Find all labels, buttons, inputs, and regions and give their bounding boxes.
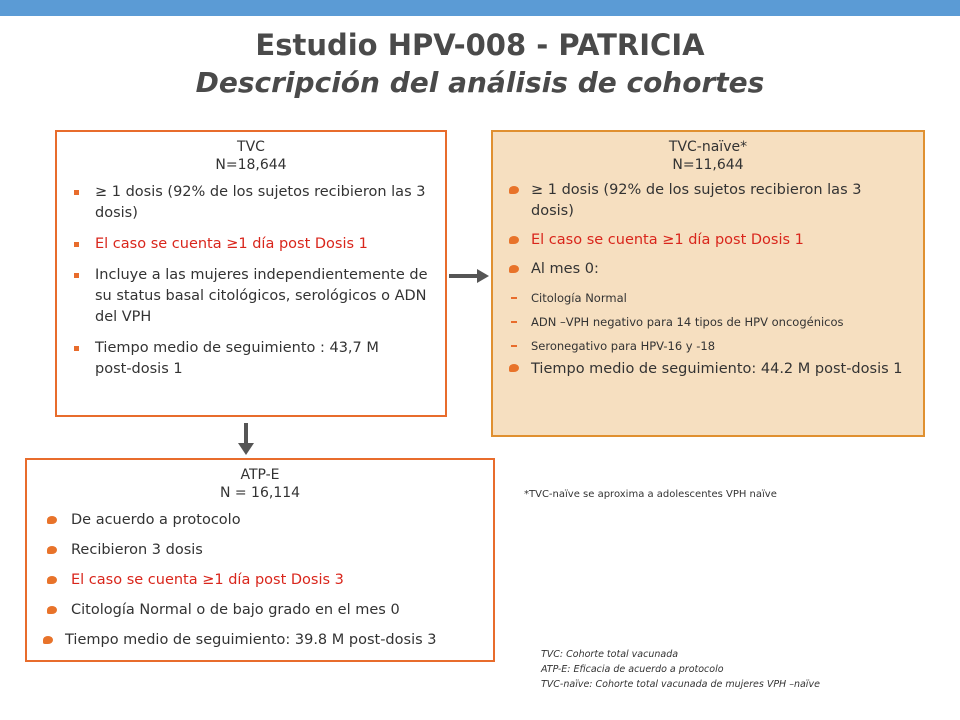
tvc-item-doses: ≥ 1 dosis (92% de los sujetos recibieron las 3 dosis) — [95, 182, 430, 224]
naive-subitem-cytology: Citología Normal — [531, 286, 911, 310]
naive-name: TVC-naïve* — [668, 139, 748, 155]
tvc-n: N=18,644 — [215, 157, 287, 173]
square-bullet-icon — [74, 346, 79, 351]
dash-bullet-icon — [511, 345, 517, 347]
naive-item-followup: Tiempo medio de seguimiento: 44.2 M post-dosis 1 — [531, 358, 921, 380]
atp-item-protocol: De acuerdo a protocolo — [71, 510, 481, 531]
arrow-right-icon — [447, 268, 491, 284]
square-bullet-icon — [74, 242, 79, 247]
tvc-item-case-count: El caso se cuenta ≥1 día post Dosis 1 — [95, 234, 430, 255]
tvc-item-followup: Tiempo medio de seguimiento : 43,7 M post-dosis 1 — [95, 338, 415, 380]
tvc-cohort-box — [55, 130, 447, 417]
atp-item-cytology: Citología Normal o de bajo grado en el mes 0 — [71, 600, 481, 621]
top-accent-bar — [0, 0, 960, 16]
orange-bullet-icon — [509, 265, 519, 273]
naive-n: N=11,644 — [672, 157, 744, 173]
naive-item-month0: Al mes 0: — [531, 259, 901, 280]
orange-bullet-icon — [47, 546, 57, 554]
page-title: Estudio HPV-008 - PATRICIA — [255, 28, 705, 62]
square-bullet-icon — [74, 273, 79, 278]
atp-n: N = 16,114 — [219, 485, 301, 501]
naive-subitem-dna: ADN –VPH negativo para 14 tipos de HPV oncogénicos — [531, 310, 916, 334]
naive-item-case-count: El caso se cuenta ≥1 día post Dosis 1 — [531, 230, 901, 251]
page-subtitle: Descripción del análisis de cohortes — [195, 66, 765, 99]
naive-subitem-serology: Seronegativo para HPV-16 y -18 — [531, 334, 911, 358]
legend-atp-e: ATP-E: Eficacia de acuerdo a protocolo — [541, 664, 724, 675]
naive-item-doses: ≥ 1 dosis (92% de los sujetos recibieron las 3 dosis) — [531, 180, 901, 222]
orange-bullet-icon — [509, 364, 519, 372]
naive-footnote: *TVC-naïve se aproxima a adolescentes VPH naïve — [524, 489, 777, 500]
orange-bullet-icon — [509, 186, 519, 194]
dash-bullet-icon — [511, 321, 517, 323]
legend-tvc-naive: TVC-naïve: Cohorte total vacunada de mujeres VPH –naïve — [541, 679, 820, 690]
atp-item-followup: Tiempo medio de seguimiento: 39.8 M post-dosis 3 — [65, 630, 490, 651]
square-bullet-icon — [74, 190, 79, 195]
orange-bullet-icon — [47, 606, 57, 614]
tvc-name: TVC — [237, 139, 265, 155]
orange-bullet-icon — [509, 236, 519, 244]
orange-bullet-icon — [47, 516, 57, 524]
tvc-item-includes: Incluye a las mujeres independientemente de su status basal citológicos, serológicos o ADN del VPH — [95, 265, 435, 328]
atp-item-doses: Recibieron 3 dosis — [71, 540, 481, 561]
atp-item-case-count: El caso se cuenta ≥1 día post Dosis 3 — [71, 570, 481, 591]
arrow-down-icon — [236, 421, 256, 457]
orange-bullet-icon — [47, 576, 57, 584]
orange-bullet-icon — [43, 636, 53, 644]
atp-name: ATP-E — [240, 467, 280, 483]
dash-bullet-icon — [511, 297, 517, 299]
tvc-naive-cohort-box — [491, 130, 925, 437]
atp-e-cohort-box — [25, 458, 495, 662]
abbreviation-legend — [541, 647, 820, 692]
legend-tvc: TVC: Cohorte total vacunada — [541, 649, 679, 660]
